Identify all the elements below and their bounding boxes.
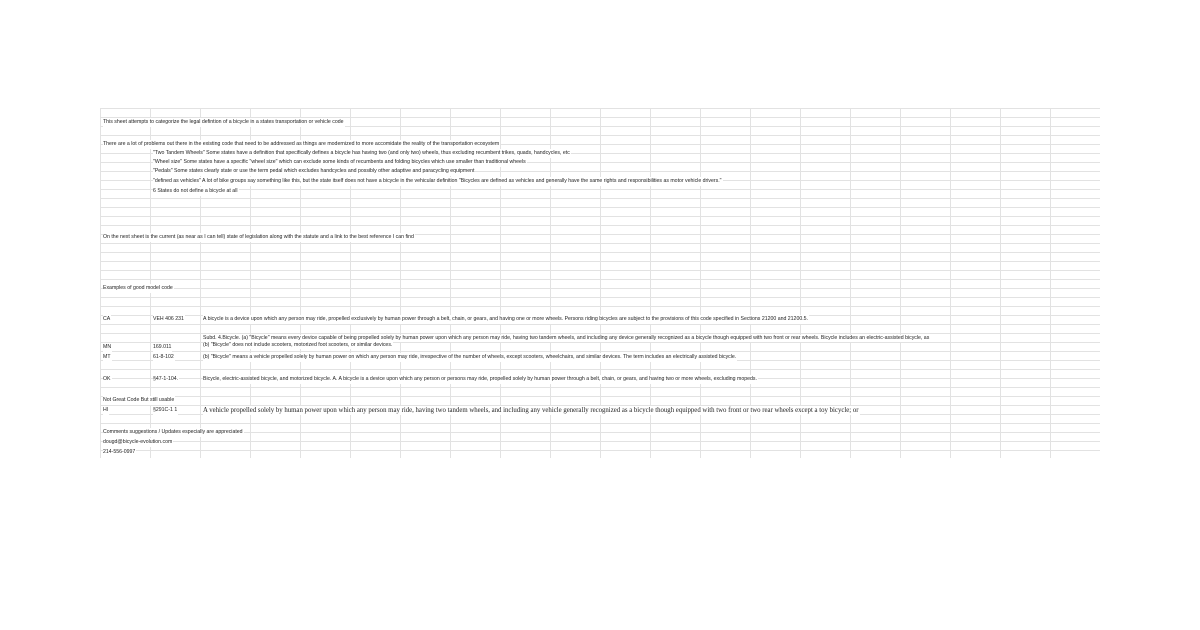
problems-heading: There are a lot of problems out there in the existing code that need to be addressed as things are modernized to more accomidate the reality of the transportation ecosystem	[103, 141, 500, 147]
problem-item: "Wheel size" Some states have a specific "wheel size" which can exclude some kinds of recumbents and folding bicycles which use smaller than traditional wheels	[153, 159, 526, 165]
definition-cell-mn-line1: Subd. 4.Bicycle. (a) "Bicycle" means every device capable of being propelled solely by human power upon which any person may ride, having two tandem wheels, and including any device generally recognized as a bicycle though equipped with two front or rear wheels. Bicycle includes an electric-assisted bicycle, as	[203, 335, 930, 341]
state-cell-ca: CA	[103, 316, 111, 322]
contact-email: dougd@bicycle-evolution.com	[103, 439, 173, 445]
problem-item: 6 States do not define a bicycle at all	[153, 188, 238, 194]
code-cell-ca: VEH 406 231	[153, 316, 184, 322]
code-cell-hi: §291C-1 1	[153, 407, 178, 413]
state-cell-ok: OK	[103, 376, 111, 382]
contact-phone: 214-556-0997	[103, 449, 136, 455]
next-sheet-note: On the next sheet is the current (as near as I can tell) state of legislation along with the statute and a link to the best reference I can find	[103, 234, 414, 240]
definition-cell-ca: A bicycle is a device upon which any person may ride, propelled exclusively by human power through a belt, chain, or gears, and having one or more wheels. Persons riding bicycles are subject to the provisions of this code specified in Sections 21200 and 21200.5.	[203, 316, 808, 322]
state-cell-hi: HI	[103, 407, 109, 413]
definition-cell-hi: A vehicle propelled solely by human power upon which any person may ride, having two tandem wheels, and including any vehicle generally recognized as a bicycle though equipped with two front or two rear wheels except a toy bicycle; or	[203, 407, 859, 414]
definition-cell-mn-line2: (b) "Bicycle" does not include scooters, motorized foot scooters, or similar devices.	[203, 342, 393, 348]
code-cell-mn: 169.011	[153, 344, 172, 350]
code-cell-ok: §47-1-104.	[153, 376, 179, 382]
not-great-heading: Not Great Code But still usable	[103, 397, 175, 403]
problem-item: "Two Tandem Wheels" Some states have a definition that specifically defines a bicycle has having two (and only two) wheels, thus excluding recumbent trikes, quads, handcycles, etc	[153, 150, 570, 156]
examples-heading: Examples of good model code	[103, 285, 173, 291]
state-cell-mn: MN	[103, 344, 112, 350]
problem-item: "Pedals" Some states clearly state or use the term pedal which excludes handcycles and possibly other adaptive and paracycling equipment	[153, 168, 475, 174]
intro-text: This sheet attempts to categorize the legal defintion of a bicycle in a states transportation or vehicle code	[103, 119, 344, 125]
spreadsheet-grid	[100, 108, 1100, 458]
comments-note: Comments suggestions / Updates especially are appreciated	[103, 429, 243, 435]
definition-cell-mt: (b) "Bicycle" means a vehicle propelled solely by human power on which any person may ride, irrespective of the number of wheels, except scooters, wheelchairs, and similar devices. The term includes an electrically assisted bicycle.	[203, 354, 737, 360]
state-cell-mt: MT	[103, 354, 111, 360]
code-cell-mt: 61-8-102	[153, 354, 174, 360]
problem-item: "defined as vehicles" A lot of bike groups say something like this, but the state itself does not have a bicycle in the vehicular definition "Bicycles are defined as vehicles and generally have the same rights and responsibilities as motor vehicle drivers."	[153, 178, 722, 184]
definition-cell-ok: Bicycle, electric-assisted bicycle, and motorized bicycle. A. A bicycle is a device upon which any person or persons may ride, propelled solely by human power through a belt, chain, or gears, and having two or more wheels, excluding mopeds.	[203, 376, 757, 382]
